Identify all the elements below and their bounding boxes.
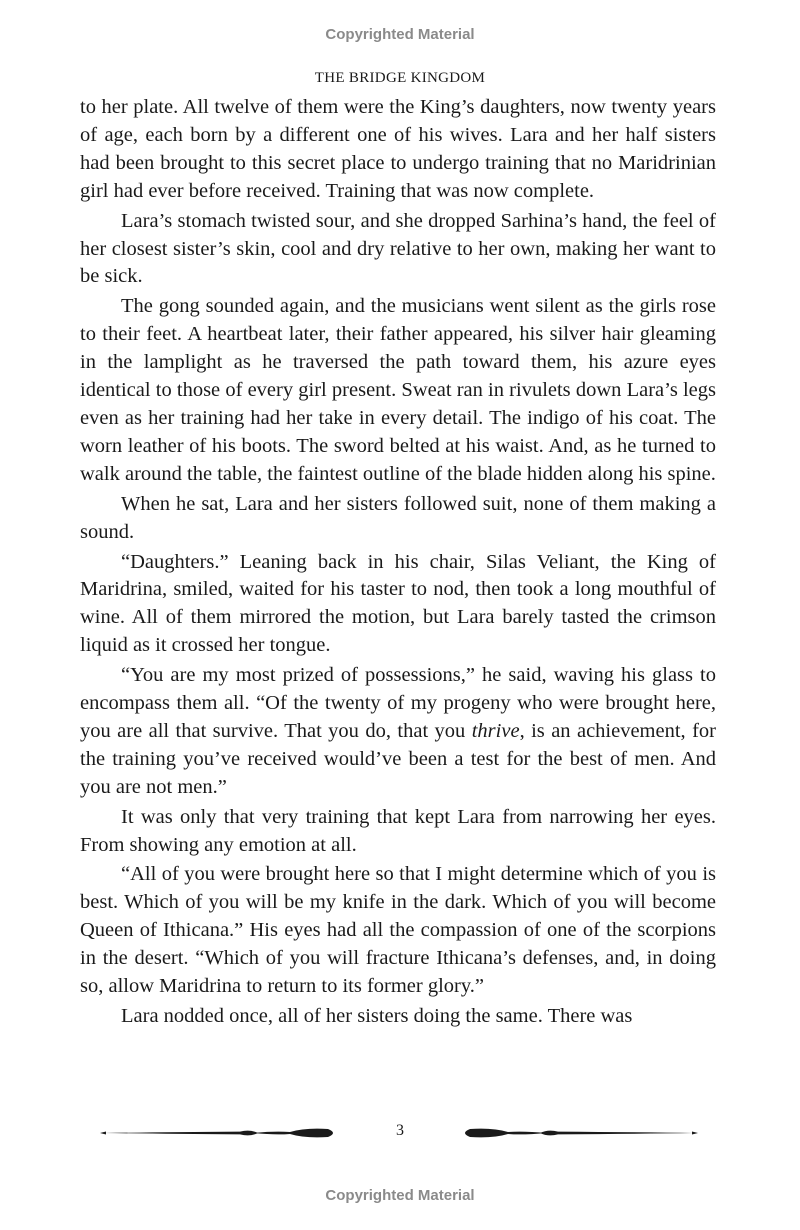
emphasis-text: thrive	[471, 719, 520, 742]
page-number: 3	[396, 1122, 404, 1139]
footer-ornament-right-icon	[462, 1126, 698, 1140]
copyright-watermark-top: Copyrighted Material	[325, 26, 475, 43]
copyright-watermark-bottom: Copyrighted Material	[325, 1187, 475, 1204]
paragraph: Lara’s stomach twisted sour, and she dropped Sarhina’s hand, the feel of her closest sister’s skin, cool and dry relative to her own, making her want to be sick.	[80, 209, 716, 288]
paragraph: It was only that very training that kept Lara from narrowing her eyes. From showing any emotion at all.	[80, 805, 716, 856]
page-body	[80, 94, 716, 1031]
paragraph: “Daughters.” Leaning back in his chair, Silas Veliant, the King of Maridrina, smiled, waited for his taster to nod, then took a long mouthful of wine. All of them mirrored the motion, but Lara barely tasted the crimson liquid as it crossed her tongue.	[80, 550, 716, 657]
footer-ornament-left-icon	[100, 1126, 336, 1140]
paragraph: to her plate. All twelve of them were the King’s daughters, now twenty years of age, each born by a different one of his wives. Lara and her half sisters had been brought to this secret place to undergo training that no Maridrinian girl had ever before received. Training that was now complete.	[80, 96, 716, 202]
paragraph-text: , is an achievement, for the training you’ve received would’ve been a test for the best of men. And you are not men.”	[80, 719, 716, 798]
paragraph: “All of you were brought here so that I might determine which of you is best. Which of you will be my knife in the dark. Which of you will become Queen of Ithicana.” His eyes had all the compassion of one of the scorpions in the desert. “Which of you will fracture Ithicana’s defenses, and, in doing so, allow Maridrina to return to its former glory.”	[80, 863, 716, 998]
running-head: THE BRIDGE KINGDOM	[314, 70, 486, 86]
paragraph: The gong sounded again, and the musicians went silent as the girls rose to their feet. A heartbeat later, their father appeared, his silver hair gleaming in the lamplight as he traversed the path toward them, his azure eyes identical to those of every girl present. Sweat ran in rivulets down Lara’s legs even as her training had her take in every detail. The indigo of his coat. The worn leather of his boots. The sword belted at his waist. And, as he turned to walk around the table, the faintest outline of the blade hidden along his spine.	[80, 295, 716, 485]
paragraph: When he sat, Lara and her sisters followed suit, none of them making a sound.	[80, 492, 716, 543]
paragraph-text: “You are my most prized of possessions,” he said, waving his glass to encompass them all. “Of the twenty of my progeny who were brought here, you are all that survive. That you do, that you	[80, 664, 716, 742]
paragraph	[80, 662, 716, 802]
paragraph: Lara nodded once, all of her sisters doing the same. There was	[121, 1005, 633, 1027]
page-footer	[0, 1120, 800, 1150]
